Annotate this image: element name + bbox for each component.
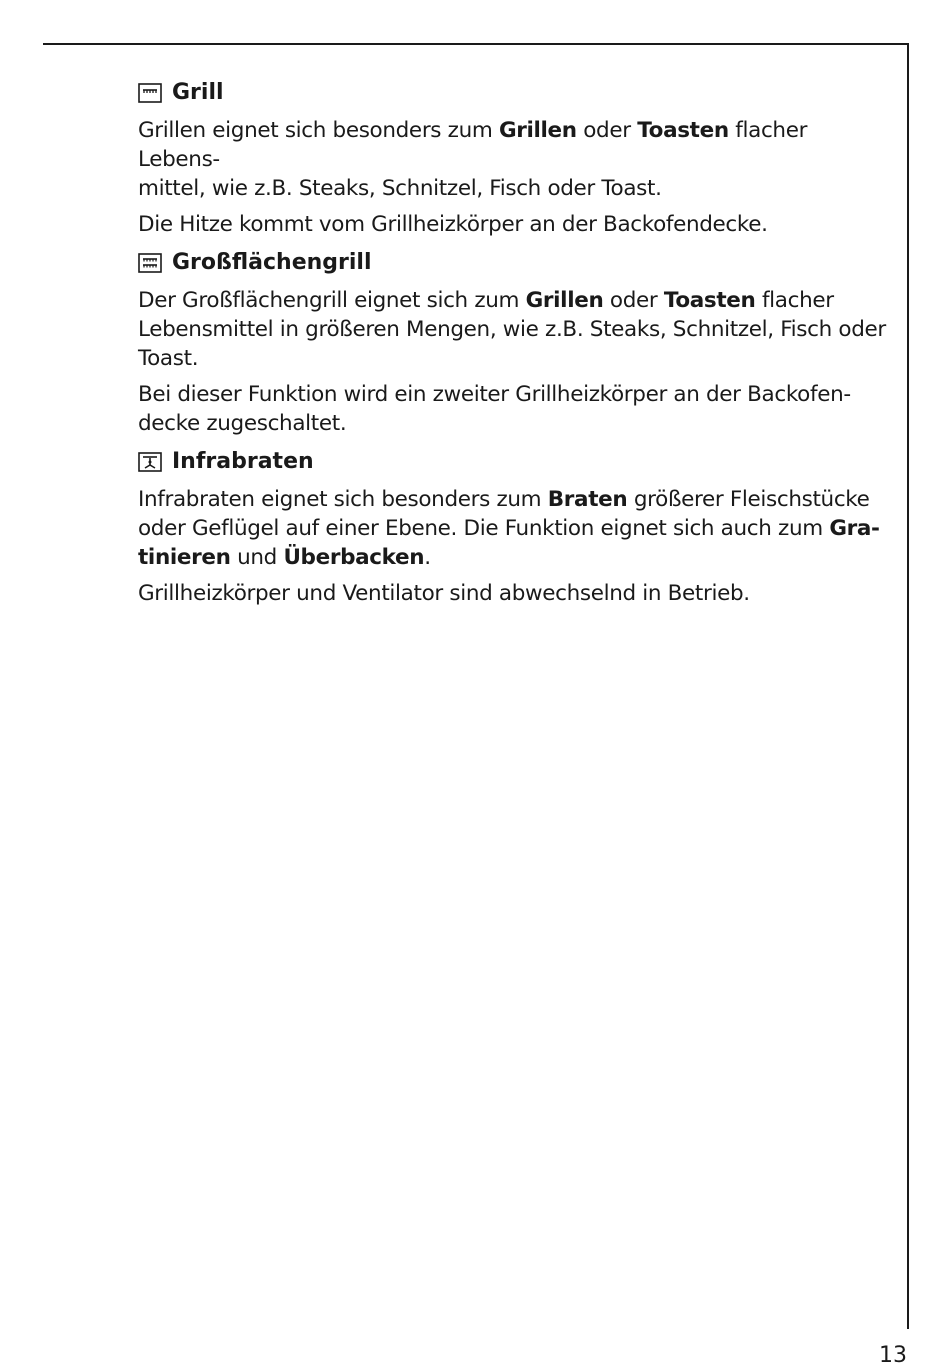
body-paragraph bbox=[138, 210, 888, 239]
text-run: Der Großflächengrill eignet sich zum bbox=[138, 288, 526, 313]
text-run: decke zugeschaltet. bbox=[138, 411, 347, 436]
emphasis-text: Grillen bbox=[525, 288, 604, 313]
emphasis-text: Überbacken bbox=[283, 545, 425, 570]
body-paragraph bbox=[138, 485, 888, 572]
large-grill-icon bbox=[138, 253, 162, 273]
text-run: mittel, wie z.B. Steaks, Schnitzel, Fisch oder Toast. bbox=[138, 176, 662, 201]
text-run: flacher bbox=[755, 288, 834, 313]
text-run: oder Geflügel auf einer Ebene. Die Funktion eignet sich auch zum bbox=[138, 516, 830, 541]
text-run: Die Hitze kommt vom Grillheizkörper an der Backofendecke. bbox=[138, 212, 768, 237]
infrared-roasting-icon bbox=[138, 452, 162, 472]
section-heading bbox=[138, 248, 888, 278]
body-paragraph bbox=[138, 579, 888, 608]
emphasis-text: tinieren bbox=[138, 545, 231, 570]
emphasis-text: Toasten bbox=[637, 118, 729, 143]
section-title: Infrabraten bbox=[172, 449, 314, 474]
text-run: und bbox=[230, 545, 284, 570]
text-run: . bbox=[424, 545, 431, 570]
emphasis-text: Gra- bbox=[829, 516, 880, 541]
text-run: Grillheizkörper und Ventilator sind abwechselnd in Betrieb. bbox=[138, 581, 750, 606]
body-paragraph bbox=[138, 116, 888, 203]
body-paragraph bbox=[138, 286, 888, 373]
page-content bbox=[138, 78, 888, 615]
grill-icon bbox=[138, 83, 162, 103]
section-heading bbox=[138, 78, 888, 108]
right-margin-rule bbox=[907, 43, 909, 1329]
text-run: Lebensmittel in größeren Mengen, wie z.B. Steaks, Schnitzel, Fisch oder bbox=[138, 317, 886, 342]
section-infrared-roasting bbox=[138, 447, 888, 608]
emphasis-text: Toasten bbox=[663, 288, 756, 313]
section-title: Grill bbox=[172, 80, 224, 105]
text-run: Toast. bbox=[138, 346, 199, 371]
text-run: oder bbox=[603, 288, 664, 313]
body-paragraph bbox=[138, 380, 888, 438]
page-number: 13 bbox=[879, 1343, 907, 1368]
top-rule bbox=[43, 43, 909, 45]
emphasis-text: Grillen bbox=[498, 118, 577, 143]
text-run: Grillen eignet sich besonders zum bbox=[138, 118, 499, 143]
text-run: Bei dieser Funktion wird ein zweiter Grillheizkörper an der Backofen- bbox=[138, 382, 851, 407]
text-run: größerer Fleischstücke bbox=[627, 487, 870, 512]
section-large-grill bbox=[138, 248, 888, 438]
text-run: Infrabraten eignet sich besonders zum bbox=[138, 487, 548, 512]
section-grill bbox=[138, 78, 888, 239]
text-run: flacher Lebens- bbox=[138, 118, 808, 172]
section-title: Großflächengrill bbox=[172, 250, 372, 275]
emphasis-text: Braten bbox=[547, 487, 628, 512]
text-run: oder bbox=[576, 118, 638, 143]
section-heading bbox=[138, 447, 888, 477]
